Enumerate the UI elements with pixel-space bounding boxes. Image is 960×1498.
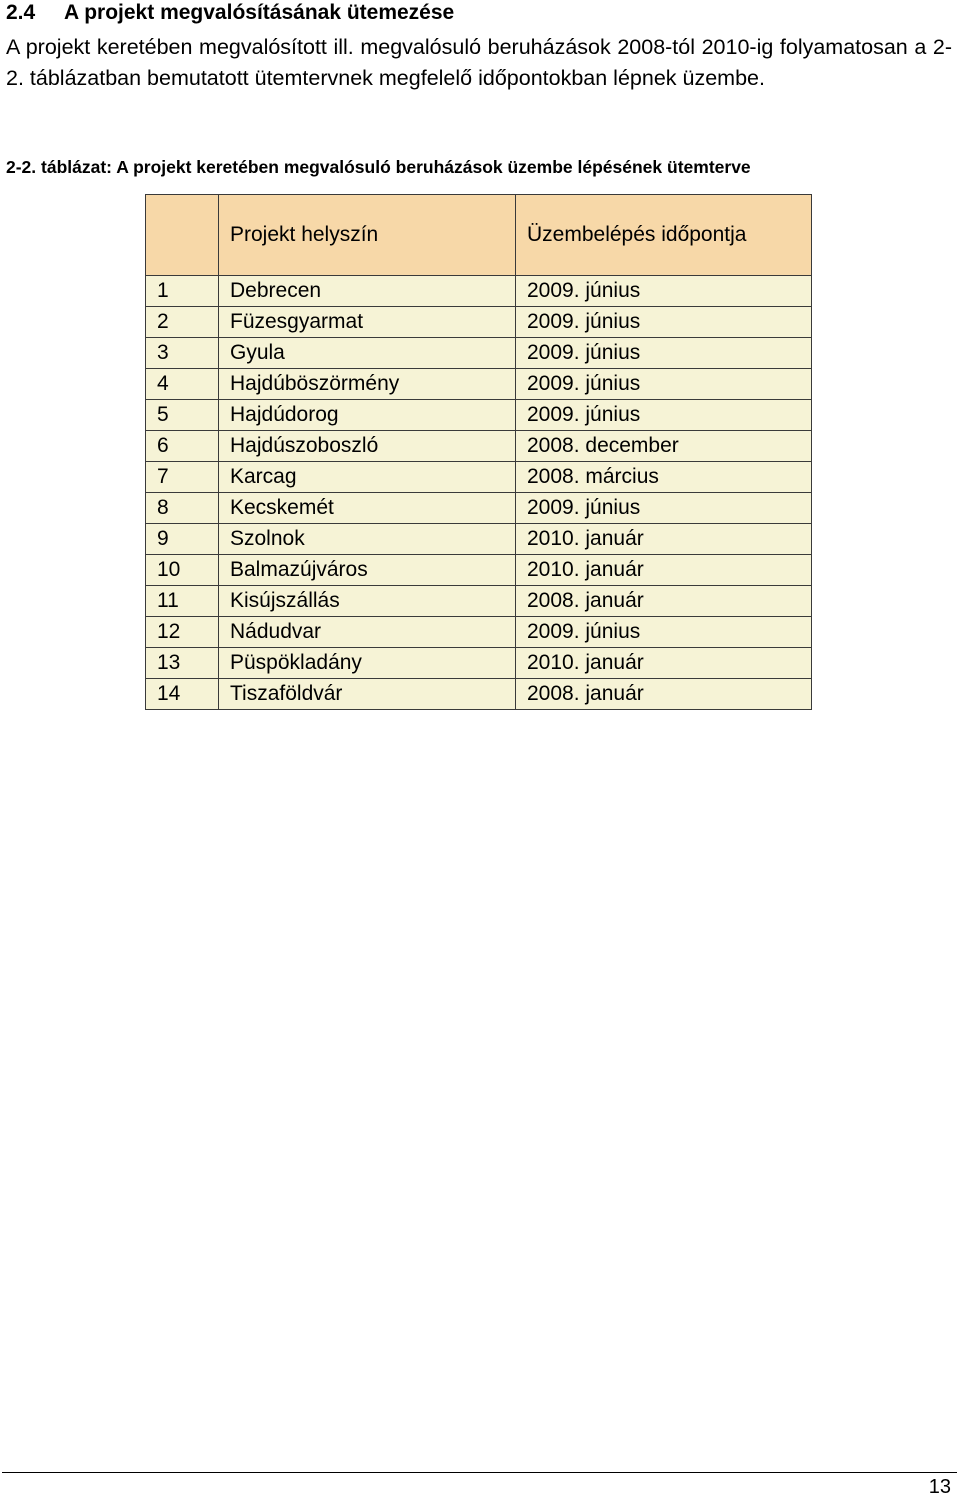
table-row [146, 586, 812, 617]
cell-date: 2010. január [516, 555, 812, 586]
cell-date: 2009. június [516, 307, 812, 338]
cell-number: 12 [146, 617, 219, 648]
header-location: Projekt helyszín [219, 195, 516, 276]
cell-date: 2008. december [516, 431, 812, 462]
section-title: A projekt megvalósításának ütemezése [64, 1, 455, 24]
cell-location: Gyula [219, 338, 516, 369]
cell-location: Tiszaföldvár [219, 679, 516, 710]
cell-location: Nádudvar [219, 617, 516, 648]
cell-location: Püspökladány [219, 648, 516, 679]
footer-divider [2, 1472, 957, 1473]
cell-date: 2009. június [516, 617, 812, 648]
cell-location: Hajdúböszörmény [219, 369, 516, 400]
cell-date: 2008. március [516, 462, 812, 493]
cell-date: 2009. június [516, 338, 812, 369]
table-row [146, 400, 812, 431]
cell-number: 9 [146, 524, 219, 555]
cell-number: 8 [146, 493, 219, 524]
table-row [146, 369, 812, 400]
cell-location: Füzesgyarmat [219, 307, 516, 338]
table-row [146, 338, 812, 369]
table-caption: 2-2. táblázat: A projekt keretében megvalósuló beruházások üzembe lépésének ütemterve [6, 157, 751, 177]
table-row [146, 555, 812, 586]
table-row [146, 462, 812, 493]
section-heading [6, 0, 454, 26]
header-number [146, 195, 219, 276]
cell-date: 2009. június [516, 276, 812, 307]
header-date: Üzembelépés időpontja [516, 195, 812, 276]
cell-location: Hajdúszoboszló [219, 431, 516, 462]
cell-number: 3 [146, 338, 219, 369]
cell-location: Kecskemét [219, 493, 516, 524]
cell-number: 7 [146, 462, 219, 493]
cell-number: 10 [146, 555, 219, 586]
cell-location: Szolnok [219, 524, 516, 555]
cell-number: 1 [146, 276, 219, 307]
cell-number: 6 [146, 431, 219, 462]
table-row [146, 617, 812, 648]
cell-date: 2010. január [516, 524, 812, 555]
schedule-table [145, 194, 812, 710]
cell-number: 2 [146, 307, 219, 338]
cell-date: 2010. január [516, 648, 812, 679]
cell-date: 2008. január [516, 586, 812, 617]
table-row [146, 679, 812, 710]
page-number: 13 [928, 1476, 951, 1498]
cell-number: 4 [146, 369, 219, 400]
table-row [146, 493, 812, 524]
table-row [146, 307, 812, 338]
cell-date: 2009. június [516, 400, 812, 431]
cell-location: Hajdúdorog [219, 400, 516, 431]
section-number: 2.4 [6, 1, 36, 24]
table-body [146, 276, 812, 710]
table-row [146, 648, 812, 679]
cell-number: 14 [146, 679, 219, 710]
cell-number: 13 [146, 648, 219, 679]
cell-date: 2008. január [516, 679, 812, 710]
body-paragraph: A projekt keretében megvalósított ill. megvalósuló beruházások 2008-tól 2010-ig folyamatosan a 2-2. táblázatban bemutatott ütemtervnek megfelelő időpontokban lépnek üzembe. [6, 35, 952, 90]
cell-date: 2009. június [516, 493, 812, 524]
cell-location: Debrecen [219, 276, 516, 307]
table-row [146, 431, 812, 462]
cell-number: 11 [146, 586, 219, 617]
cell-date: 2009. június [516, 369, 812, 400]
cell-location: Kisújszállás [219, 586, 516, 617]
table-row [146, 524, 812, 555]
cell-location: Balmazújváros [219, 555, 516, 586]
cell-location: Karcag [219, 462, 516, 493]
table-header-row [146, 195, 812, 276]
table-row [146, 276, 812, 307]
cell-number: 5 [146, 400, 219, 431]
